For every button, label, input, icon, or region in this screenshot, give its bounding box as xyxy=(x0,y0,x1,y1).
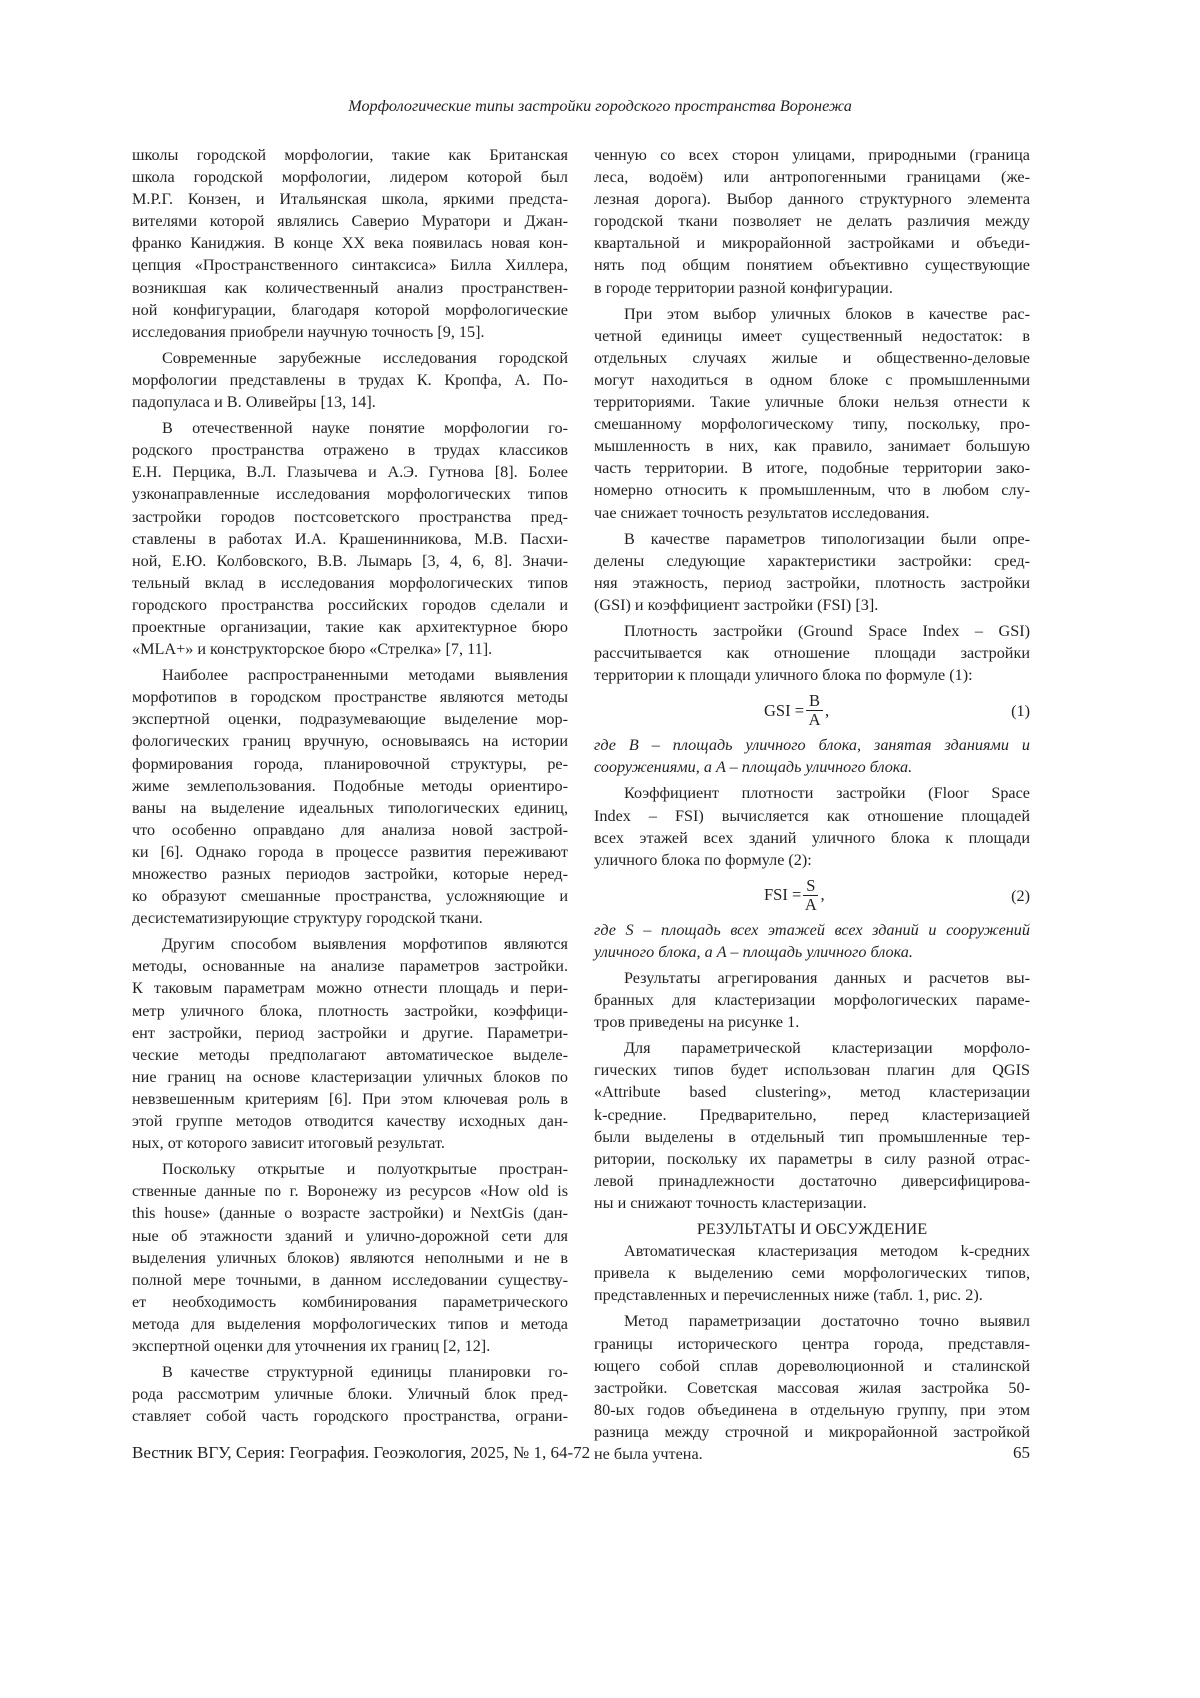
text-line: проектные организации, такие как архитектурное бюро xyxy=(132,616,568,638)
formula-gsi xyxy=(594,690,1030,734)
paragraph xyxy=(132,1361,568,1427)
text-line: десистематизирующие структуру городской ткани. xyxy=(132,907,568,929)
text-line: нять под общим понятием объективно существующие xyxy=(594,254,1030,276)
paragraph xyxy=(594,1240,1030,1306)
text-line: ной конфигурации, благодаря которой морфологические xyxy=(132,299,568,321)
text-line: лезная дорога). Выбор данного структурного элемента xyxy=(594,188,1030,210)
text-line: В отечественной науке понятие морфологии го- xyxy=(132,417,568,439)
text-line: Современные зарубежные исследования городской xyxy=(132,347,568,369)
text-line: ющего собой сплав дореволюционной и сталинской xyxy=(594,1355,1030,1377)
paragraph xyxy=(132,1158,568,1357)
text-line: могут находиться в одном блоке с промышленными xyxy=(594,369,1030,391)
text-line: ставлены в работах И.А. Крашенинникова, М.В. Пасхи- xyxy=(132,528,568,550)
text-line: четной единицы имеет существенный недостаток: в xyxy=(594,325,1030,347)
text-line: Index – FSI) вычисляется как отношение площадей xyxy=(594,805,1030,827)
text-line: ки [6]. Однако города в процессе развития переживают xyxy=(132,841,568,863)
paragraph xyxy=(594,782,1030,870)
text-line: делены следующие характеристики застройки: сред- xyxy=(594,550,1030,572)
text-line: школа городской морфологии, лидером которой был xyxy=(132,166,568,188)
text-line: (GSI) и коэффициент застройки (FSI) [3]. xyxy=(594,594,1030,616)
text-line: экспертной оценки для уточнения их границ [2, 12]. xyxy=(132,1335,568,1357)
text-line: родского пространства отражено в трудах классиков xyxy=(132,439,568,461)
paragraph xyxy=(594,620,1030,686)
text-line: морфологии представлены в трудах К. Кропфа, А. По- xyxy=(132,369,568,391)
text-line: методы, основанные на анализе параметров застройки. xyxy=(132,955,568,977)
text-line: полной мере точными, в данном исследовании существу- xyxy=(132,1269,568,1291)
text-line: были выделены в отдельный тип промышленные тер- xyxy=(594,1126,1030,1148)
text-line: рода рассмотрим уличные блоки. Уличный блок пред- xyxy=(132,1383,568,1405)
text-line: гических типов будет использован плагин для QGIS xyxy=(594,1059,1030,1081)
text-line: метр уличного блока, плотность застройки, коэффици- xyxy=(132,1000,568,1022)
text-line: уличного блока, а A – площадь уличного блока. xyxy=(594,941,1030,963)
text-line: падопуласа и В. Оливейры [13, 14]. xyxy=(132,391,568,413)
definition xyxy=(594,919,1030,963)
formula-lhs: GSI = xyxy=(764,700,804,722)
text-line: возникшая как количественный анализ пространствен- xyxy=(132,277,568,299)
formula-tail: , xyxy=(820,884,824,906)
text-line: уличного блока по формуле (2): xyxy=(594,849,1030,871)
text-line: Наиболее распространенными методами выявления xyxy=(132,664,568,686)
text-line: Е.Н. Перцика, В.Л. Глазычева и А.Э. Гутнова [8]. Более xyxy=(132,461,568,483)
text-line: жиме землепользования. Подобные методы ориентиро- xyxy=(132,775,568,797)
text-line: территории к площади уличного блока по формуле (1): xyxy=(594,664,1030,686)
text-line: В качестве структурной единицы планировки го- xyxy=(132,1361,568,1383)
running-head: Морфологические типы застройки городского пространства Воронежа xyxy=(0,97,1200,116)
text-line: ных, от которого зависит итоговый результат. xyxy=(132,1132,568,1154)
text-line: территориями. Такие уличные блоки нельзя отнести к xyxy=(594,391,1030,413)
text-line: отдельных случаях жилые и общественно-деловые xyxy=(594,347,1030,369)
text-line: формирования города, планировочной структуры, ре- xyxy=(132,753,568,775)
text-line: где B – площадь уличного блока, занятая зданиями и xyxy=(594,734,1030,756)
numerator: B xyxy=(806,692,823,711)
text-line: няя этажность, период застройки, плотность застройки xyxy=(594,572,1030,594)
text-line: невзвешенным критериям [6]. При этом ключевая роль в xyxy=(132,1088,568,1110)
text-line: вителями которой являлись Саверио Муратори и Джан- xyxy=(132,210,568,232)
text-line: К таковым параметрам можно отнести площадь и пери- xyxy=(132,977,568,999)
text-line: Плотность застройки (Ground Space Index – GSI) xyxy=(594,620,1030,642)
fraction xyxy=(803,877,818,914)
text-line: ственные данные по г. Воронежу из ресурсов «How old is xyxy=(132,1180,568,1202)
text-line: Поскольку открытые и полуоткрытые простран- xyxy=(132,1158,568,1180)
text-line: тельный вклад в исследования морфологических типов xyxy=(132,572,568,594)
paragraph xyxy=(132,347,568,413)
text-line: школы городской морфологии, такие как Британская xyxy=(132,144,568,166)
text-line: ческие методы предполагают автоматическое выделе- xyxy=(132,1044,568,1066)
text-line: мышленность в них, как правило, занимает большую xyxy=(594,435,1030,457)
text-line: выделения уличных блоков) являются неполными и не в xyxy=(132,1247,568,1269)
paragraph xyxy=(594,1037,1030,1214)
formula-tail: , xyxy=(825,700,829,722)
paragraph xyxy=(594,967,1030,1033)
journal-footer: Вестник ВГУ, Серия: География. Геоэкология, 2025, № 1, 64-72 xyxy=(132,1443,590,1463)
text-line: всех этажей всех зданий уличного блока к площади xyxy=(594,827,1030,849)
text-line: ченную со всех сторон улицами, природными (граница xyxy=(594,144,1030,166)
section-heading: РЕЗУЛЬТАТЫ И ОБСУЖДЕНИЕ xyxy=(594,1218,1030,1240)
text-line: левой принадлежности достаточно диверсифицирова- xyxy=(594,1170,1030,1192)
text-line: ваны на выделение идеальных типологических единиц, xyxy=(132,797,568,819)
text-line: ные об этажности зданий и улично-дорожной сети для xyxy=(132,1225,568,1247)
right-column xyxy=(594,144,1030,1469)
fraction xyxy=(806,692,823,729)
text-line: узконаправленные исследования морфологических типов xyxy=(132,483,568,505)
paragraph xyxy=(594,528,1030,616)
text-line: Для параметрической кластеризации морфоло- xyxy=(594,1037,1030,1059)
text-line: ставляет собой часть городского пространства, ограни- xyxy=(132,1405,568,1427)
text-line: ной, Е.Ю. Колбовского, В.В. Лымарь [3, 4, 6, 8]. Значи- xyxy=(132,550,568,572)
paragraph xyxy=(132,144,568,343)
text-line: номерно относить к промышленным, что в любом слу- xyxy=(594,479,1030,501)
text-line: Коэффициент плотности застройки (Floor Space xyxy=(594,782,1030,804)
text-line: где S – площадь всех этажей всех зданий и сооружений xyxy=(594,919,1030,941)
text-line: чае снижает точность результатов исследования. xyxy=(594,502,1030,524)
text-line: 80-ых годов объединена в отдельную группу, при этом xyxy=(594,1399,1030,1421)
text-line: ритории, поскольку их параметры в силу разной отрас- xyxy=(594,1148,1030,1170)
text-line: цепция «Пространственного синтаксиса» Билла Хиллера, xyxy=(132,254,568,276)
text-line: привела к выделению семи морфологических типов, xyxy=(594,1262,1030,1284)
paragraph xyxy=(594,144,1030,299)
equation-number: (1) xyxy=(1011,700,1030,722)
text-line: этой группе методов отводится качеству исходных дан- xyxy=(132,1110,568,1132)
text-line: «Attribute based clustering», метод кластеризации xyxy=(594,1081,1030,1103)
text-line: экспертной оценки, подразумевающие выделение мор- xyxy=(132,708,568,730)
text-line: Результаты агрегирования данных и расчетов вы- xyxy=(594,967,1030,989)
text-line: границы исторического центра города, представля- xyxy=(594,1333,1030,1355)
paragraph xyxy=(594,1310,1030,1465)
equation-number: (2) xyxy=(1011,885,1030,907)
text-line: В качестве параметров типологизации были опре- xyxy=(594,528,1030,550)
text-line: леса, водоём) или антропогенными границами (же- xyxy=(594,166,1030,188)
text-line: городского пространства российских городов сделали и xyxy=(132,594,568,616)
left-column xyxy=(132,144,568,1431)
text-line: не была учтена. xyxy=(594,1443,1030,1465)
text-line: застройки городов постсоветского пространства пред- xyxy=(132,506,568,528)
text-line: метода для выделения морфологических типов и метода xyxy=(132,1313,568,1335)
text-line: морфотипов в городском пространстве являются методы xyxy=(132,686,568,708)
text-line: сооружениями, а A – площадь уличного блока. xyxy=(594,756,1030,778)
text-line: тров приведены на рисунке 1. xyxy=(594,1011,1030,1033)
text-line: разница между строчной и микрорайонной застройкой xyxy=(594,1421,1030,1443)
text-line: k-средние. Предварительно, перед кластеризацией xyxy=(594,1104,1030,1126)
text-line: бранных для кластеризации морфологических параме- xyxy=(594,989,1030,1011)
definition xyxy=(594,734,1030,778)
text-line: Метод параметризации достаточно точно выявил xyxy=(594,1310,1030,1332)
text-line: представленных и перечисленных ниже (табл. 1, рис. 2). xyxy=(594,1284,1030,1306)
paragraph xyxy=(594,303,1030,524)
text-line: часть территории. В итоге, подобные территории зако- xyxy=(594,457,1030,479)
text-line: Другим способом выявления морфотипов являются xyxy=(132,933,568,955)
text-line: в городе территории разной конфигурации. xyxy=(594,277,1030,299)
text-line: this house» (данные о возрасте застройки) и NextGis (дан- xyxy=(132,1202,568,1224)
text-line: смешанному морфологическому типу, поскольку, про- xyxy=(594,413,1030,435)
text-line: фологических границ вручную, основываясь на истории xyxy=(132,730,568,752)
text-line: ет необходимость комбинирования параметрического xyxy=(132,1291,568,1313)
denominator: A xyxy=(805,896,817,914)
text-line: ент застройки, период застройки и другие. Параметри- xyxy=(132,1022,568,1044)
text-line: исследования приобрели научную точность [9, 15]. xyxy=(132,321,568,343)
paragraph xyxy=(132,664,568,929)
text-line: квартальной и микрорайонной застройками и объеди- xyxy=(594,232,1030,254)
text-line: франко Каниджия. В конце XX века появилась новая кон- xyxy=(132,232,568,254)
numerator: S xyxy=(803,877,818,896)
text-line: застройки. Советская массовая жилая застройка 50- xyxy=(594,1377,1030,1399)
text-line: множество разных периодов застройки, которые неред- xyxy=(132,863,568,885)
formula-fsi xyxy=(594,875,1030,919)
text-line: М.Р.Г. Конзен, и Итальянская школа, яркими предста- xyxy=(132,188,568,210)
text-line: ны и снижают точность кластеризации. xyxy=(594,1192,1030,1214)
text-line: Автоматическая кластеризация методом k-средних xyxy=(594,1240,1030,1262)
text-line: При этом выбор уличных блоков в качестве рас- xyxy=(594,303,1030,325)
paragraph xyxy=(132,417,568,660)
page-number: 65 xyxy=(1008,1443,1030,1463)
text-line: ко образуют смешанные пространства, усложняющие и xyxy=(132,885,568,907)
denominator: A xyxy=(809,711,821,729)
paragraph xyxy=(132,933,568,1154)
text-line: «MLA+» и конструкторское бюро «Стрелка» [7, 11]. xyxy=(132,638,568,660)
text-line: городской ткани позволяет не делать различия между xyxy=(594,210,1030,232)
text-line: что особенно оправдано для анализа новой застрой- xyxy=(132,819,568,841)
formula-lhs: FSI = xyxy=(764,884,801,906)
text-line: рассчитывается как отношение площади застройки xyxy=(594,642,1030,664)
text-line: ние границ на основе кластеризации уличных блоков по xyxy=(132,1066,568,1088)
